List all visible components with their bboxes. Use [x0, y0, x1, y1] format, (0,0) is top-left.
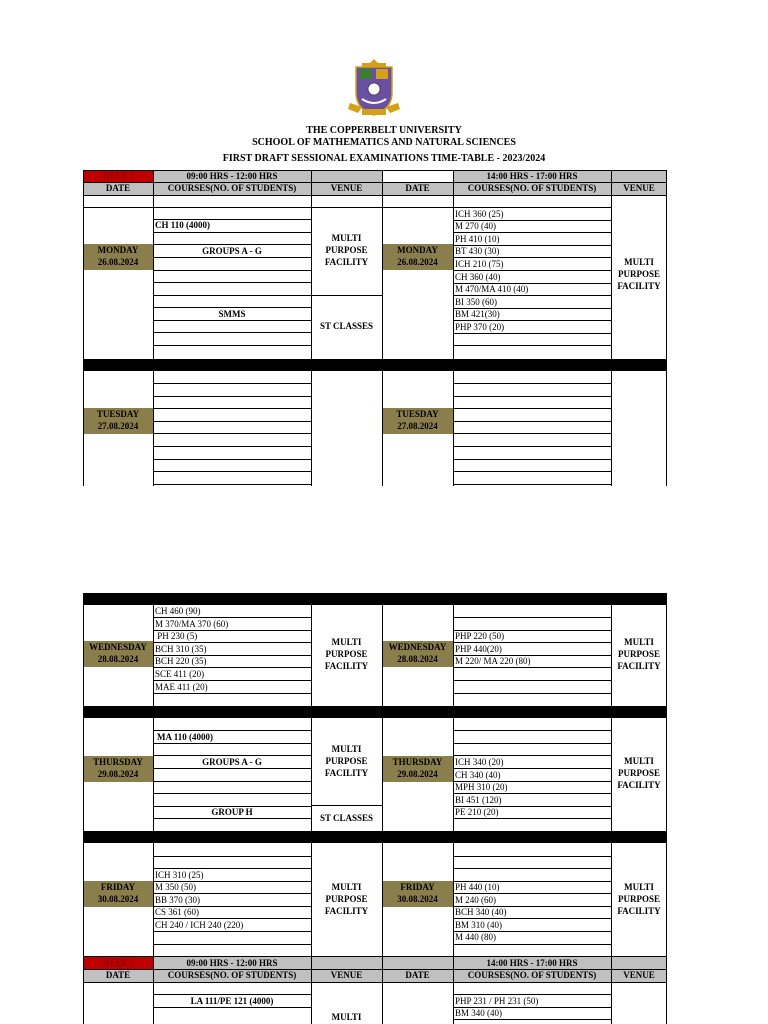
- list-item: BM 310 (40): [455, 920, 502, 930]
- school-name: SCHOOL OF MATHEMATICS AND NATURAL SCIENCES: [252, 137, 516, 148]
- list-item: PHP 440(20): [455, 644, 502, 654]
- list-item: PHP 220 (50): [455, 631, 505, 641]
- col-venue-pm: VENUE: [611, 182, 667, 195]
- list-item: ICH 310 (25): [155, 870, 204, 880]
- thursday-am-group-h: GROUP H: [211, 807, 253, 817]
- col-courses: COURSES(NO. OF STUDENTS): [153, 182, 311, 195]
- friday-date-cell: [83, 881, 153, 907]
- wednesday-date-cell: [83, 641, 153, 667]
- week1-table: [83, 170, 667, 486]
- week2-col-venue: VENUE: [311, 969, 382, 982]
- list-item: BCH 220 (35): [155, 656, 207, 666]
- monday-am-venue2: ST CLASSES: [319, 321, 374, 331]
- week2-label: WEEK 2: [83, 957, 153, 969]
- list-item: M 220/ MA 220 (80): [455, 656, 531, 666]
- week1-table-continued: [83, 593, 667, 1024]
- tuesday-date: 27.08.2024: [97, 421, 139, 431]
- week-label: WEEK 1: [83, 170, 153, 182]
- friday-date: 30.08.2024: [97, 894, 139, 904]
- col-date: DATE: [83, 182, 153, 195]
- friday-day: FRIDAY: [100, 882, 136, 892]
- list-item: CS 361 (60): [155, 907, 200, 917]
- thursday-pm-day: THURSDAY: [392, 757, 443, 767]
- monday-day: MONDAY: [97, 245, 139, 255]
- list-item: BCH 340 (40): [455, 907, 507, 917]
- afternoon-time: 14:00 HRS - 17:00 HRS: [453, 170, 611, 182]
- week2-col-courses: COURSES(NO. OF STUDENTS): [153, 969, 311, 982]
- list-item: ICH 360 (25): [455, 209, 504, 219]
- friday-pm-date: 30.08.2024: [397, 894, 438, 904]
- list-item: BM 421(30): [455, 309, 500, 319]
- list-item: M 370/MA 370 (60): [155, 619, 229, 629]
- week2-morning-time: 09:00 HRS - 12:00 HRS: [153, 957, 311, 969]
- week2-col-courses-pm: COURSES(NO. OF STUDENTS): [453, 969, 611, 982]
- thursday-date: 29.08.2024: [97, 769, 139, 779]
- monday-pm-date-cell: [382, 244, 453, 270]
- week2-col-date-pm: DATE: [382, 969, 453, 982]
- list-item: CH 340 (40): [455, 770, 501, 780]
- list-item: M 350 (50): [155, 882, 196, 892]
- thursday-pm-date-cell: [382, 756, 453, 782]
- week2-afternoon-time: 14:00 HRS - 17:00 HRS: [453, 957, 611, 969]
- list-item: M 240 (60): [455, 895, 496, 905]
- week2-col-date: DATE: [83, 969, 153, 982]
- monday-date-cell: [83, 244, 153, 270]
- thursday-am-course: MA 110 (4000): [157, 732, 213, 742]
- col-venue: VENUE: [311, 182, 382, 195]
- friday-pm-date-cell: [382, 881, 453, 907]
- tuesday-pm-day: TUESDAY: [396, 409, 439, 419]
- friday-pm-venue: MULTI PURPOSE FACILITY: [617, 882, 661, 916]
- tuesday-pm-date: 27.08.2024: [397, 421, 438, 431]
- week2-col-venue-pm: VENUE: [611, 969, 667, 982]
- morning-time: 09:00 HRS - 12:00 HRS: [153, 170, 311, 182]
- friday-pm-day: FRIDAY: [400, 882, 435, 892]
- wednesday-day: WEDNESDAY: [89, 642, 147, 652]
- list-item: PH 440 (10): [455, 882, 500, 892]
- list-item: CH 460 (90): [155, 606, 201, 616]
- tuesday-pm-date-cell: [382, 408, 453, 434]
- monday-pm-venue: MULTI PURPOSE FACILITY: [617, 257, 661, 291]
- monday-date: 26.08.2024: [97, 257, 139, 267]
- list-item: BT 430 (30): [455, 246, 500, 256]
- list-item: BI 451 (120): [455, 795, 502, 805]
- list-item: BI 350 (60): [455, 297, 497, 307]
- monday-am-groups: GROUPS A - G: [202, 246, 262, 256]
- list-item: ICH 340 (20): [455, 757, 504, 767]
- monday-pm-day: MONDAY: [397, 245, 438, 255]
- list-item: M 470/MA 410 (40): [455, 284, 529, 294]
- list-item: ICH 210 (75): [455, 259, 504, 269]
- list-item: BB 370 (30): [155, 895, 200, 905]
- list-item: SCE 411 (20): [155, 669, 205, 679]
- wednesday-am-venue: MULTI PURPOSE FACILITY: [324, 637, 369, 671]
- list-item: PH 410 (10): [455, 234, 500, 244]
- list-item: PH 230 (5): [155, 631, 198, 641]
- thursday-pm-date: 29.08.2024: [397, 769, 438, 779]
- col-date-pm: DATE: [382, 182, 453, 195]
- thursday-date-cell: [83, 756, 153, 782]
- week2-monday-am-course: LA 111/PE 121 (4000): [190, 996, 274, 1006]
- monday-am-venue: MULTI PURPOSE FACILITY: [324, 233, 369, 267]
- list-item: MPH 310 (20): [455, 782, 508, 792]
- thursday-day: THURSDAY: [93, 757, 143, 767]
- university-crest-logo: [348, 57, 400, 119]
- wednesday-pm-venue: MULTI PURPOSE FACILITY: [617, 637, 661, 671]
- thursday-am-venue: MULTI PURPOSE FACILITY: [324, 744, 369, 778]
- wednesday-pm-date: 28.08.2024: [397, 654, 438, 664]
- friday-am-venue: MULTI PURPOSE FACILITY: [324, 882, 369, 916]
- list-item: PE 210 (20): [455, 807, 499, 817]
- list-item: MAE 411 (20): [155, 682, 208, 692]
- monday-am-course: CH 110 (4000): [155, 220, 210, 230]
- thursday-am-venue2: ST CLASSES: [319, 813, 374, 823]
- monday-pm-date: 26.08.2024: [397, 257, 438, 267]
- thursday-pm-venue: MULTI PURPOSE FACILITY: [617, 756, 661, 790]
- list-item: CH 360 (40): [455, 272, 501, 282]
- list-item: PHP 370 (20): [455, 322, 505, 332]
- list-item: PHP 231 / PH 231 (50): [455, 996, 539, 1006]
- list-item: CH 240 / ICH 240 (220): [155, 920, 244, 930]
- tuesday-day: TUESDAY: [96, 409, 140, 419]
- list-item: BM 340 (40): [455, 1008, 502, 1018]
- list-item: M 440 (80): [455, 932, 496, 942]
- wednesday-pm-day: WEDNESDAY: [388, 642, 447, 652]
- wednesday-date: 28.08.2024: [97, 654, 139, 664]
- list-item: BCH 310 (35): [155, 644, 207, 654]
- week2-monday-am-venue: MULTI: [331, 1012, 362, 1022]
- wednesday-pm-date-cell: [382, 641, 453, 667]
- list-item: M 270 (40): [455, 221, 496, 231]
- col-courses-pm: COURSES(NO. OF STUDENTS): [453, 182, 611, 195]
- university-name: THE COPPERBELT UNIVERSITY: [306, 125, 462, 136]
- thursday-am-groups: GROUPS A - G: [202, 757, 262, 767]
- tuesday-date-cell: [83, 408, 153, 434]
- monday-am-smms: SMMS: [218, 309, 246, 319]
- timetable-title: FIRST DRAFT SESSIONAL EXAMINATIONS TIME-TABLE - 2023/2024: [222, 153, 546, 164]
